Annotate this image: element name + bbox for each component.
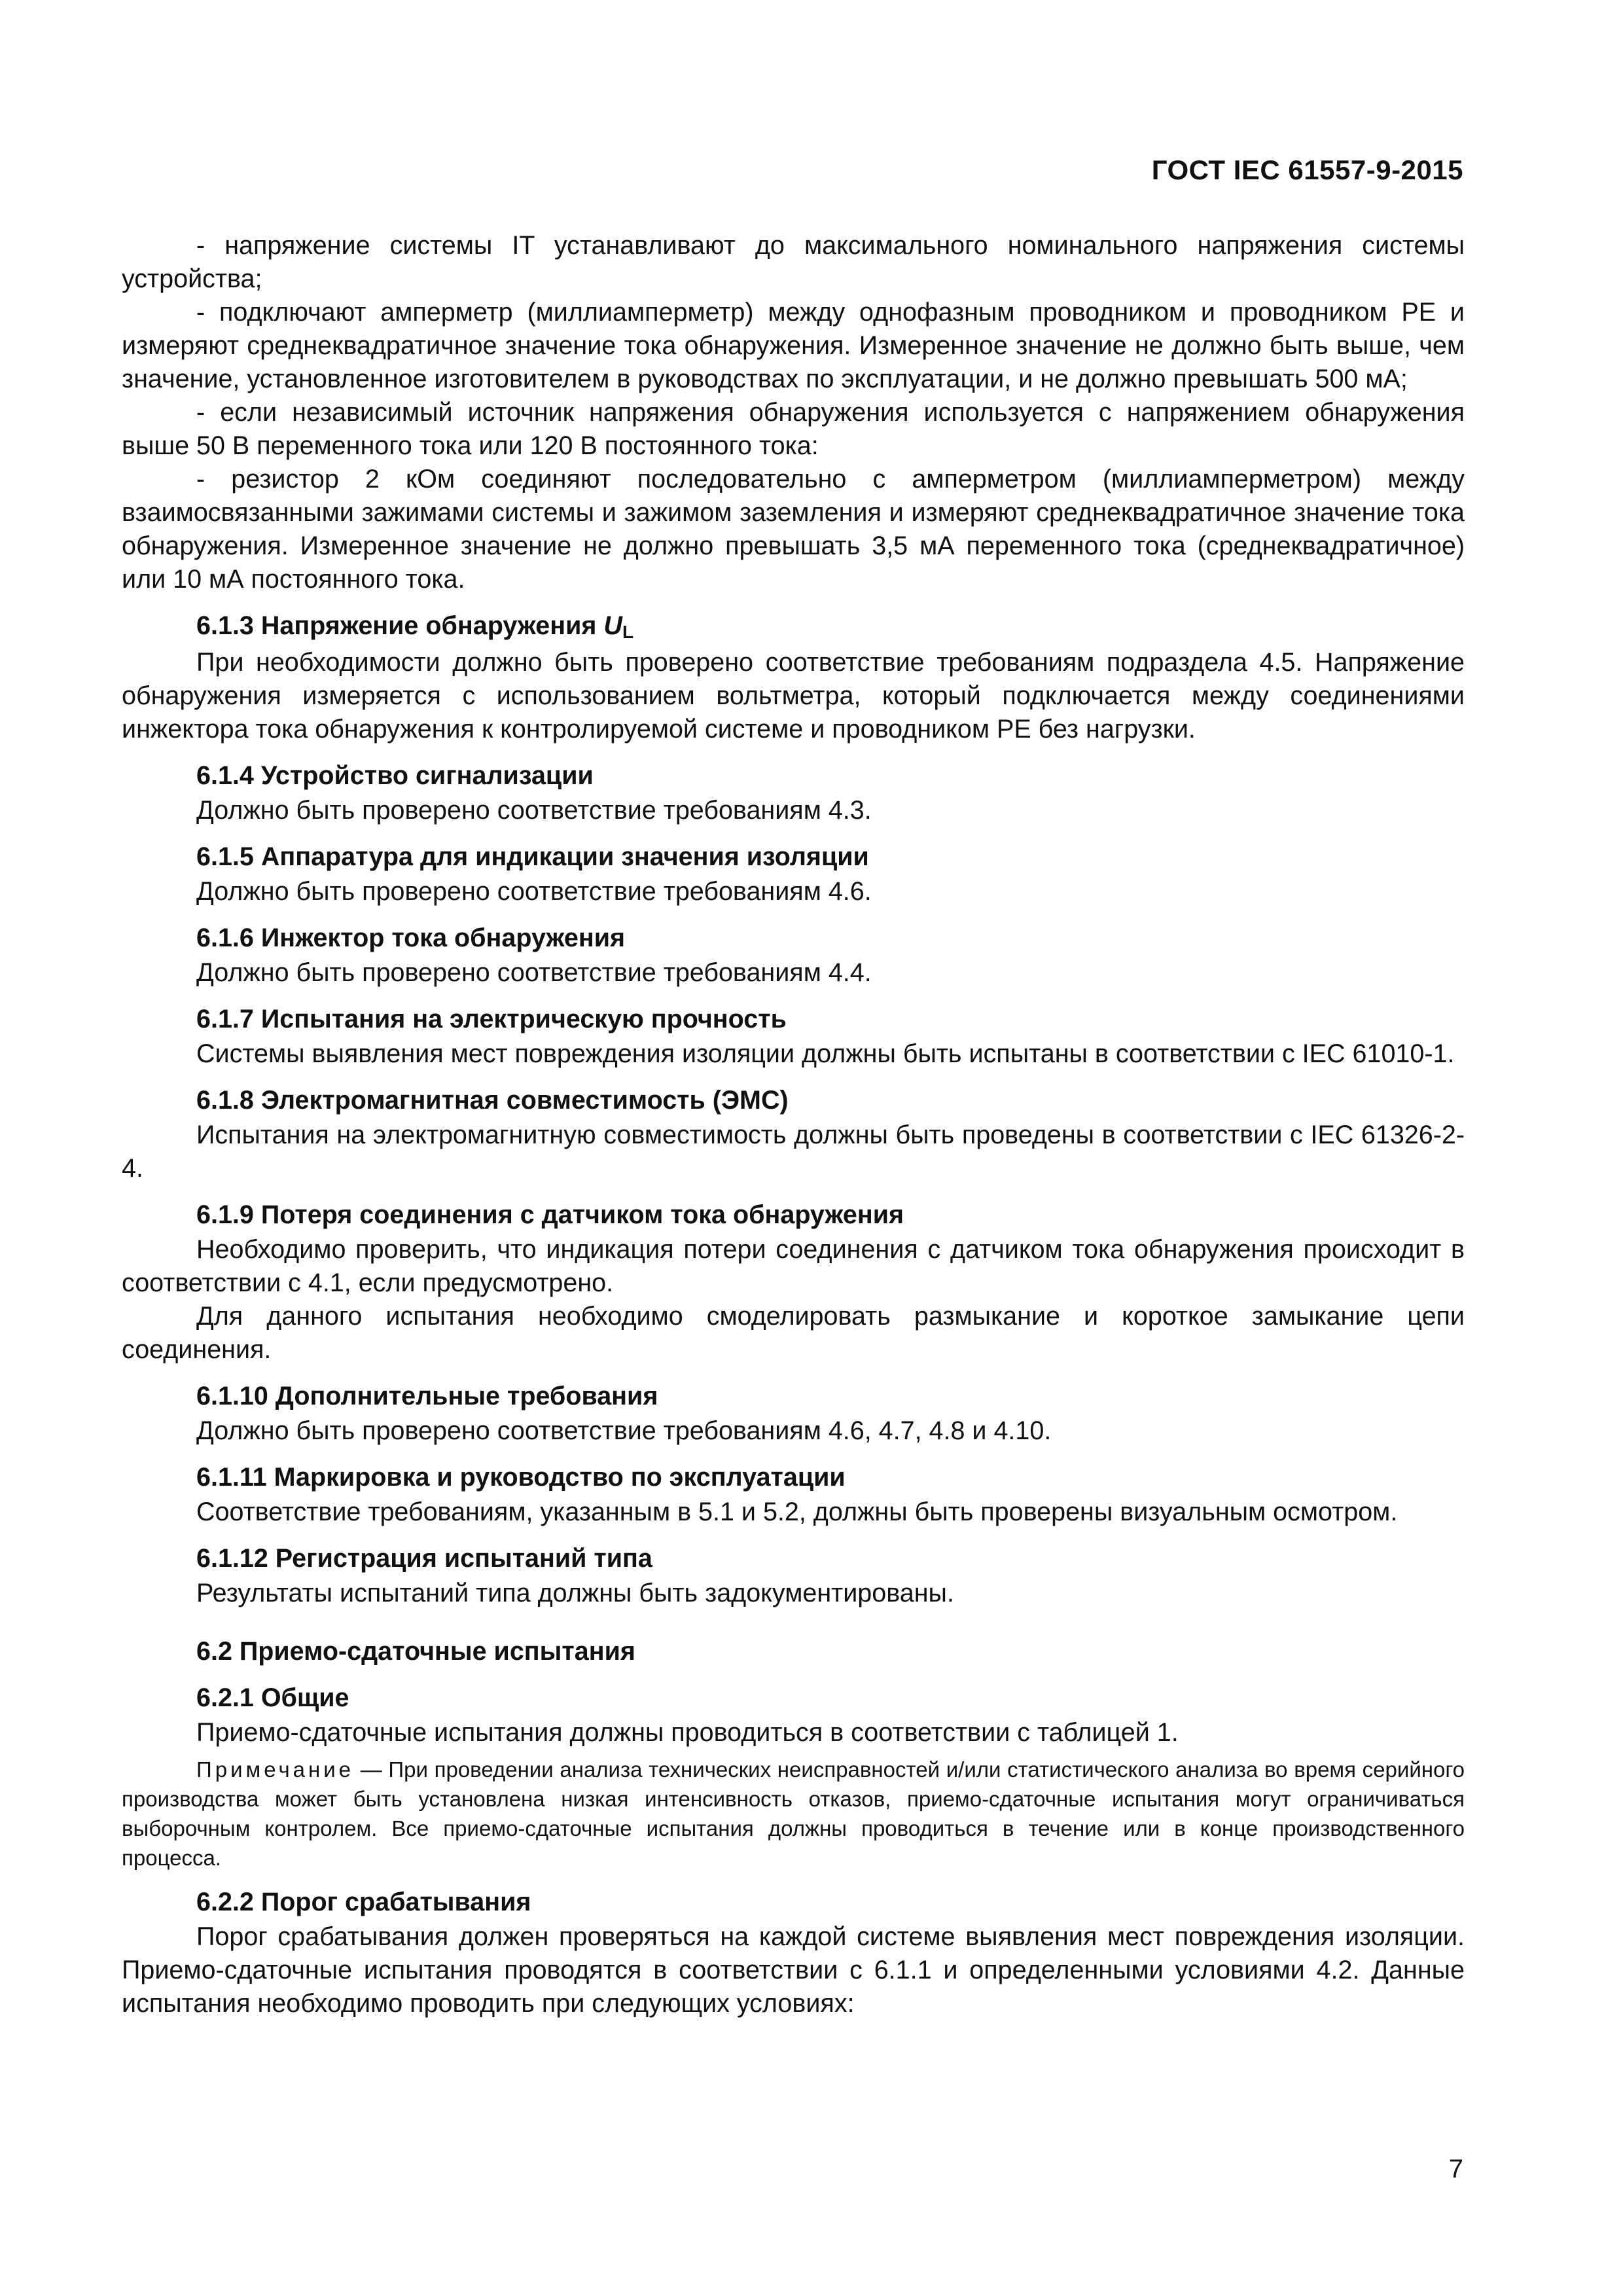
- section-6-2-2-heading: 6.2.2 Порог срабатывания: [196, 1888, 531, 1916]
- intro-paragraph-3: - если независимый источник напряжения обнаружения используется с напряжением обнаружения выше 50 В переменного тока или 120 В постоянного тока:: [122, 398, 1465, 460]
- section-6-1-10-text: Должно быть проверено соответствие требованиям 4.6, 4.7, 4.8 и 4.10.: [196, 1416, 1052, 1445]
- section-6-1-3-title: 6.1.3 Напряжение обнаружения: [196, 611, 604, 640]
- section-6-1-12-heading: 6.1.12 Регистрация испытаний типа: [196, 1544, 652, 1573]
- note-label: Примечание: [196, 1757, 355, 1782]
- document-code-header: ГОСТ IEC 61557-9-2015: [1151, 154, 1463, 185]
- section-6-1-8-text: Испытания на электромагнитную совместимость должны быть проведены в соответствии с IEC 61326-2-4.: [122, 1121, 1465, 1183]
- section-6-2-1-heading: 6.2.1 Общие: [196, 1683, 349, 1712]
- section-6-1-11-heading: 6.1.11 Маркировка и руководство по эксплуатации: [196, 1463, 846, 1492]
- section-6-2-2-text: Порог срабатывания должен проверяться на каждой системе выявления мест повреждения изоляции. Приемо-сдаточные испытания проводятся в соответствии с 6.1.1 и определенными условиями 4.2. Данные испытания необходимо проводить при следующих условиях:: [122, 1922, 1465, 2018]
- section-6-1-6-text: Должно быть проверено соответствие требованиям 4.4.: [196, 958, 872, 987]
- section-6-1-9-heading: 6.1.9 Потеря соединения с датчиком тока обнаружения: [196, 1200, 904, 1229]
- intro-paragraph-1: - напряжение системы IT устанавливают до максимального номинального напряжения системы устройства;: [122, 231, 1465, 293]
- voltage-symbol-subscript: L: [622, 622, 634, 642]
- document-body: [122, 229, 1465, 2020]
- section-6-1-5-text: Должно быть проверено соответствие требованиям 4.6.: [196, 877, 872, 906]
- section-6-1-11-text: Соответствие требованиям, указанным в 5.1 и 5.2, должны быть проверены визуальным осмотром.: [196, 1498, 1398, 1526]
- intro-paragraph-2: - подключают амперметр (миллиамперметр) между однофазным проводником и проводником PE и измеряют среднеквадратичное значение тока обнаружения. Измеренное значение не должно быть выше, чем значение, установленное изготовителем в руководствах по эксплуатации, и не должно превышать 500 мА;: [122, 298, 1465, 393]
- section-6-1-9-text-1: Необходимо проверить, что индикация потери соединения с датчиком тока обнаружения происходит в соответствии с 4.1, если предусмотрено.: [122, 1235, 1465, 1297]
- page-number: 7: [1448, 2155, 1463, 2183]
- section-6-1-4-heading: 6.1.4 Устройство сигнализации: [196, 761, 594, 790]
- section-6-1-6-heading: 6.1.6 Инжектор тока обнаружения: [196, 924, 626, 952]
- section-6-2-1-text: Приемо-сдаточные испытания должны проводиться в соответствии с таблицей 1.: [196, 1718, 1179, 1747]
- section-6-1-12-text: Результаты испытаний типа должны быть задокументированы.: [196, 1579, 954, 1607]
- section-6-1-7-heading: 6.1.7 Испытания на электрическую прочность: [196, 1005, 787, 1033]
- note-text: — При проведении анализа технических неисправностей и/или статистического анализа во время серийного производства может быть установлена низкая интенсивность отказов, приемо-сдаточные испытания могут ограничиваться выборочным контролем. Все приемо-сдаточные испытания должны проводиться в течение или в конце производственного процесса.: [122, 1757, 1465, 1870]
- section-6-1-10-heading: 6.1.10 Дополнительные требования: [196, 1382, 658, 1410]
- section-6-2-1-note: [122, 1755, 1465, 1873]
- section-6-1-3-heading: [122, 609, 1465, 645]
- section-6-1-3-text: При необходимости должно быть проверено соответствие требованиям подраздела 4.5. Напряжение обнаружения измеряется с использованием вольтметра, который подключается между соединениями инжектора тока обнаружения к контролируемой системе и проводником PE без нагрузки.: [122, 648, 1465, 744]
- section-6-2-heading: 6.2 Приемо-сдаточные испытания: [196, 1637, 635, 1666]
- section-6-1-9-text-2: Для данного испытания необходимо смоделировать размыкание и короткое замыкание цепи соединения.: [122, 1302, 1465, 1364]
- section-6-1-5-heading: 6.1.5 Аппаратура для индикации значения изоляции: [196, 842, 869, 871]
- section-6-1-7-text: Системы выявления мест повреждения изоляции должны быть испытаны в соответствии с IEC 61010-1.: [196, 1039, 1455, 1068]
- section-6-1-4-text: Должно быть проверено соответствие требованиям 4.3.: [196, 796, 872, 825]
- section-6-1-8-heading: 6.1.8 Электромагнитная совместимость (ЭМС): [196, 1086, 789, 1115]
- intro-paragraph-4: - резистор 2 кОм соединяют последовательно с амперметром (миллиамперметром) между взаимосвязанными зажимами системы и зажимом заземления и измеряют среднеквадратичное значение тока обнаружения. Измеренное значение не должно превышать 3,5 мА переменного тока (среднеквадратичное) или 10 мА постоянного тока.: [122, 465, 1465, 594]
- voltage-symbol: U: [603, 611, 622, 640]
